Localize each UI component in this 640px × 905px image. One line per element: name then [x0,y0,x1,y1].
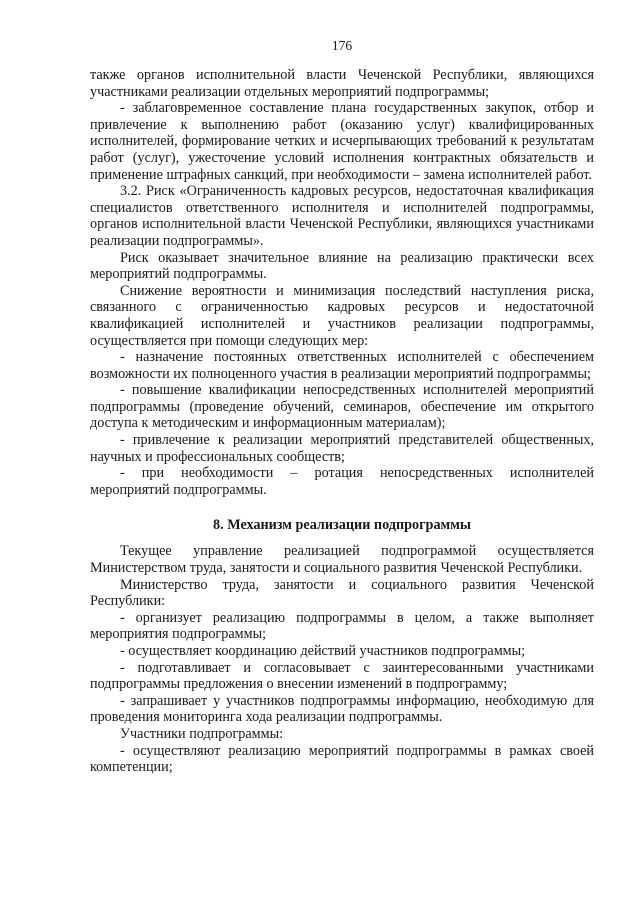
list-item: - при необходимости – ротация непосредственных исполнителей мероприятий подпрограммы. [90,465,594,498]
paragraph: Участники подпрограммы: [120,725,284,742]
list-item: - заблаговременное составление плана государственных закупок, отбор и привлечение к выполнению работ (оказанию услуг) квалифицированных исполнителей, формирование четких и исчерпывающих требований к результатам работ (услуг), ужесточение условий исполнения контрактных обязательств и применение штрафных санкций, при необходимости – замена исполнителей работ. [90,100,594,183]
list-item: - привлечение к реализации мероприятий представителей общественных, научных и профессиональных сообществ; [90,432,594,465]
page-content [90,67,594,776]
section-heading: 8. Механизм реализации подпрограммы [213,517,471,534]
list-item: - организует реализацию подпрограммы в целом, а также выполняет мероприятия подпрограммы; [90,609,594,643]
paragraph: Снижение вероятности и минимизация последствий наступления риска, связанного с ограниченностью кадровых ресурсов и недостаточной квалификацией исполнителей и участников реализации подпрограммы, осуществляется при помощи следующих мер: [90,282,594,349]
paragraph: Текущее управление реализацией подпрограммой осуществляется Министерством труда, занятости и социального развития Чеченской Республики. [90,543,594,577]
list-item: - назначение постоянных ответственных исполнителей с обеспечением возможности их полноценного участия в реализации мероприятий подпрограммы; [90,349,594,382]
paragraph: 3.2. Риск «Ограниченность кадровых ресурсов, недостаточная квалификация специалистов ответственного исполнителя и исполнителей подпрограммы, органов исполнительной власти Чеченской Республики, являющихся участниками реализации подпрограммы». [90,183,594,249]
paragraph: Риск оказывает значительное влияние на реализацию практически всех мероприятий подпрограммы. [90,249,594,283]
list-item: - осуществляет координацию действий участников подпрограммы; [120,643,526,659]
list-item: - подготавливает и согласовывает с заинтересованными участниками подпрограммы предложения о внесении изменений в подпрограмму; [90,659,594,693]
list-item: - повышение квалификации непосредственных исполнителей мероприятий подпрограммы (проведение обучений, семинаров, обеспечение им открытого доступа к методическим и информационным материалам); [90,382,594,432]
list-item: - осуществляют реализацию мероприятий подпрограммы в рамках своей компетенции; [90,742,594,776]
page-number: 176 [331,38,353,53]
paragraph: также органов исполнительной власти Чеченской Республики, являющихся участниками реализации отдельных мероприятий подпрограммы; [90,67,594,100]
paragraph: Министерство труда, занятости и социального развития Чеченской Республики: [90,576,594,610]
list-item: - запрашивает у участников подпрограммы информацию, необходимую для проведения мониторинга хода реализации подпрограммы. [90,692,594,726]
